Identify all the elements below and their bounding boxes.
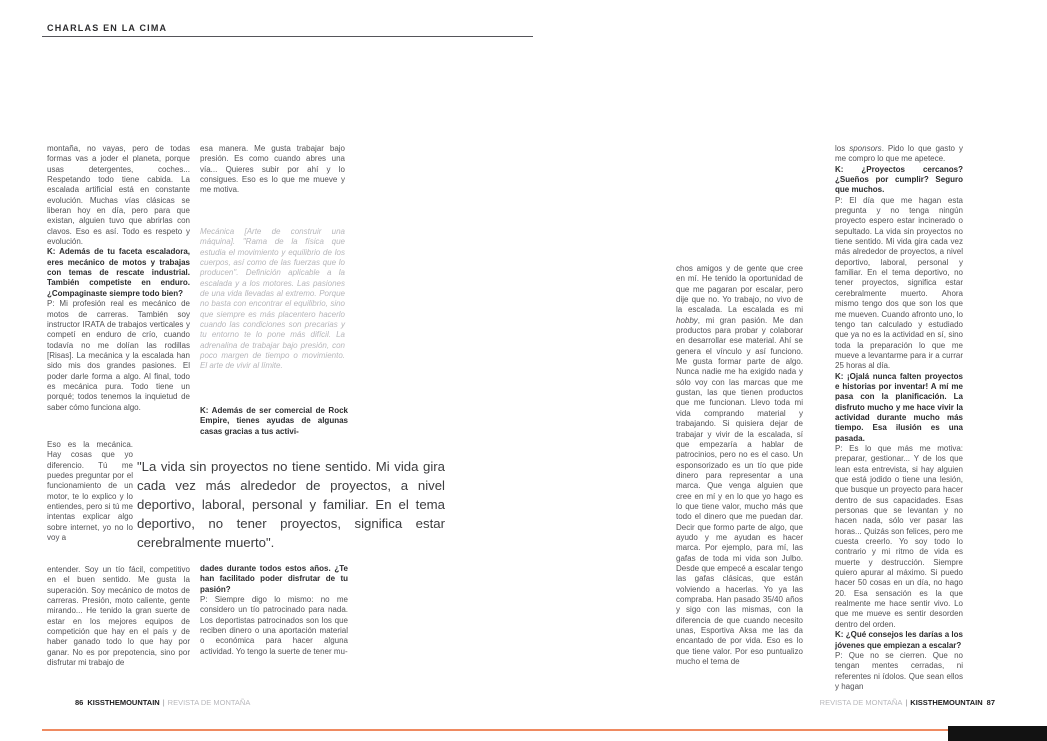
left-column-1-bottom-text: entender. Soy un tío fácil, competitivo en el buen sentido. Me gusta la superación. Soy mecánico de motos de carreras. Presión, moto caliente, gente mirando... He tenido la gran suerte de estar en los mejores equipos de competición que hay en el país y de haber ganado todo lo que hay por ganar. No es por prepotencia, sino por disfrutar mi trabajo de [47, 565, 190, 668]
left-column-1-wrap-text: Eso es la mecánica. Hay cosas que yo diferencio. Tú me puedes preguntar por el funcionamiento de un motor, te lo explico y lo entiendes, pero si tú me intentas explicar algo sobre internet, yo no lo voy a [47, 440, 133, 543]
right-column-2-text: los sponsors. Pido lo que gasto y me compro lo que me apetece. K: ¿Proyectos cercanos? ¿Sueños por cumplir? Seguro que muchos. P: El día que me hagan esta pregunta y no tenga ningún proyecto espero estar incinerado o sepultado. La vida sin proyectos no tiene sentido. Mi vida gira cada vez más alrededor de proyectos, a nivel deportivo, laboral, personal y familiar. En el tema deportivo, no tener proyectos, significa estar cerebralmente muerto. Ahora mismo tengo dos que son los que me mueven. Cuando afronto uno, lo tengo tan calculado y estudiado que ya no es la actividad en sí, sino toda la preparación lo que me mueve a levantarme para ir a currar 25 horas al día. K: ¡Ojalá nunca falten proyectos e historias por inventar! A mí me pasa con la planificación. La disfruto mucho y me hace vivir la actividad durante mucho más tiempo. Esa ilusión es una pasada. P: Es lo que más me motiva: preparar, gestionar... Y de los que lean esta entrevista, si hay alguien que está jodido o tiene una lesión, que busque un proyecto para hacer dentro de sus capacidades. Esas personas que se levantan y no hacen nada, sólo ver pasar las horas... Quizás son felices, pero me cuesta creerlo. Yo soy todo lo contrario y mi ritmo de vida es muerte y destrucción. Siempre quiero apurar al máximo. Si puedo hacer 50 cosas en un día, no hago 20. Esa sensación es la que realmente me hace sentir vivo. Lo que me mueve es sentir desorden dentro del orden. K: ¿Qué consejos les darías a los jóvenes que empiezan a escalar? P: Que no se cierren. Que no tengan mentes cerradas, ni referentes ni ídolos. Que sean ellos y hagan [835, 144, 963, 691]
pull-quote: "La vida sin proyectos no tiene sentido. Mi vida gira cada vez más alrededor de proyectos, a nivel deportivo, laboral, personal y familiar. En el tema deportivo, no tener proyectos, significa estar cerebralmente muerto". [137, 459, 445, 550]
left-column-2-top-text: esa manera. Me gusta trabajar bajo presión. Es como cuando abres una vía... Quieres subir por ahí y lo consigues. Eso es lo que me mueve y me motiva. [200, 144, 345, 195]
right-page-number: 87 [986, 698, 995, 707]
mechanics-definition-text: Mecánica [Arte de construir una máquina]. "Rama de la física que estudia el movimiento y equilibrio de los cuerpos, así como de las fuerzas que lo producen". Definición aplicable a la escalada y a los motores. Las pasiones de una vida llevadas al extremo. Porque no basta con encontrar el equilibrio, sino que siempre es más placentero hacerlo cuando las condiciones son precarias y tu entorno te lo pone más difícil. La adrenalina de trabajar bajo presión, con poco margen de tiempo o movimiento. El arte de vivir al límite. [200, 227, 345, 371]
left-footer-brand: KISSTHEMOUNTAIN [87, 698, 160, 707]
header-rule [42, 36, 533, 37]
left-footer-magazine: REVISTA DE MONTAÑA [167, 698, 251, 707]
left-column-1-top-text: montaña, no vayas, pero de todas formas vas a joder el planeta, porque usas detergentes, coches... Respetando todo tiene cabida. La escalada artificial está en constante evolución. Muchas vías clásicas se liberan hoy en día, pero para que existan, alguien tuvo que abrirlas con clavos. Eso es así. Todo es respeto y evolución. K: Además de tu faceta escaladora, eres mecánico de motos y trabajas con temas de rescate industrial. También competiste en enduro. ¿Compaginaste siempre todo bien? P: Mi profesión real es mecánico de motos de carreras. También soy instructor IRATA de trabajos verticales y competí en enduro de crío, cuando todavía no me dolían las rodillas [Risas]. La mecánica y la escalada han sido mis dos grandes pasiones. El poder darle forma a algo. Al final, todo es mecánica pura. Todo tiene un porqué; todos tenemos la inquietud de saber cómo funciona algo. [47, 144, 190, 412]
bottom-accent-line [42, 729, 1047, 731]
section-header: CHARLAS EN LA CIMA [47, 23, 168, 33]
right-column-1-text: chos amigos y de gente que cree en mí. He tenido la oportunidad de que me pagaran por escalar, pero dije que no. Yo trabajo, no vivo de la escalada. La escalada es mi hobby, mi gran pasión. Me dan productos para probar y colaborar en desarrollar ese material. Ahí se genera el vínculo y así funciono. Me gusta formar parte de algo. Nunca nadie me ha exigido nada y sólo voy con las marcas que me gustan, las que tienen productos que me funcionan. Llevo toda mi vida comprando material y trabajando. Si quisiera dejar de trabajar y vivir de la escalada, sí que empezaría a hablar de patrocinios, pero no es el caso. Un esponsorizado es un tío que pide dinero para representar a una marca. Que venga alguien que cree en mí y en lo que yo hago es lo que tiene valor, mucho más que todo el dinero que me puedan dar. Decir que formo parte de algo, que ayudo y me ayudan es hacer marca. Por ejemplo, para mí, las gafas de toda mi vida son Julbo. Desde que empecé a escalar tengo las gafas clásicas, que están volviendo a hacerlas. Yo ya las compraba. Han pasado 35/40 años y sigo con las mismas, con la diferencia de que cuando necesito unas, Esportiva Aksa me las da encantado de por vida. Eso es lo que tiene valor. Por eso puntualizo mucho el tema de [676, 264, 803, 667]
left-column-2-question-text: K: Además de ser comercial de Rock Empire, tienes ayudas de algunas casas gracias a tus activi- [200, 406, 348, 436]
left-footer-separator: | [162, 698, 165, 707]
left-page-number: 86 [75, 698, 84, 707]
right-page-footer [820, 698, 995, 707]
right-footer-separator: | [905, 698, 908, 707]
left-column-2-bottom-text: dades durante todos estos años. ¿Te han facilitado poder disfrutar de tu pasión? P: Siempre digo lo mismo: no me considero un tío patrocinado para nada. Los deportistas patrocinados son los que reciben dinero o una aportación material o económica para hacer alguna actividad. Yo tengo la suerte de tener mu- [200, 564, 348, 656]
right-footer-magazine: REVISTA DE MONTAÑA [819, 698, 903, 707]
right-footer-brand: KISSTHEMOUNTAIN [910, 698, 983, 707]
bottom-corner-bar [948, 726, 1047, 741]
left-page-footer [75, 698, 250, 707]
